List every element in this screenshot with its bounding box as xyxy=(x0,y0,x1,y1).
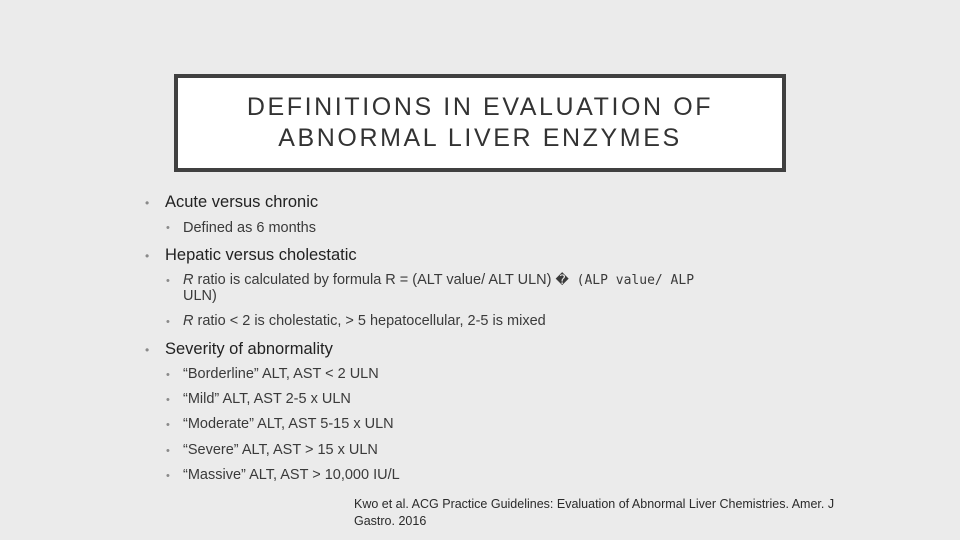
sub-bullet-dot: • xyxy=(166,275,170,287)
sub-bullet-severity-item: “Moderate” ALT, AST 5-15 x ULN xyxy=(183,416,394,432)
citation xyxy=(354,496,914,530)
bullet-dot: • xyxy=(145,249,150,263)
sub-bullet-r-ratio-interpretation xyxy=(183,313,546,329)
sub-bullet-r-ratio-formula-cont: ULN) xyxy=(183,288,217,304)
sub-bullet-dot: • xyxy=(166,470,170,482)
sub-bullet-r-ratio-formula xyxy=(183,272,694,288)
slide-title-line-1: DEFINITIONS IN EVALUATION OF xyxy=(246,93,714,121)
r-ratio-formula-text: ratio is calculated by formula R = (ALT value/ ALT ULN) xyxy=(193,272,556,288)
bullet-severity: Severity of abnormality xyxy=(165,340,333,358)
sub-bullet-defined-6-months: Defined as 6 months xyxy=(183,220,316,236)
bullet-acute-vs-chronic: Acute versus chronic xyxy=(165,193,319,211)
sub-bullet-dot: • xyxy=(166,369,170,381)
bullet-dot: • xyxy=(145,196,150,210)
citation-line-2: Gastro. 2016 xyxy=(354,514,427,528)
sub-bullet-severity-item: “Severe” ALT, AST > 15 x ULN xyxy=(183,442,378,458)
sub-bullet-severity-item: “Mild” ALT, AST 2-5 x ULN xyxy=(183,391,351,407)
sub-bullet-dot: • xyxy=(166,419,170,431)
citation-line-1: Kwo et al. ACG Practice Guidelines: Evaluation of Abnormal Liver Chemistries. Amer. J xyxy=(354,497,835,511)
sub-bullet-severity-item: “Borderline” ALT, AST < 2 ULN xyxy=(183,366,379,382)
bullet-dot: • xyxy=(145,343,150,357)
sub-bullet-dot: • xyxy=(166,316,170,328)
sub-bullet-dot: • xyxy=(166,445,170,457)
slide-title-line-2: ABNORMAL LIVER ENZYMES xyxy=(278,124,682,152)
r-ratio-interpretation-text: ratio < 2 is cholestatic, > 5 hepatocellular, 2-5 is mixed xyxy=(193,313,546,329)
sub-bullet-dot: • xyxy=(166,394,170,406)
bullet-hepatic-vs-cholestatic: Hepatic versus cholestatic xyxy=(165,246,357,264)
r-italic: R xyxy=(183,272,194,288)
missing-glyph-icon: � xyxy=(555,273,569,288)
r-italic: R xyxy=(183,313,194,329)
sub-bullet-dot: • xyxy=(166,222,170,234)
r-ratio-formula-alp: (ALP value/ ALP xyxy=(568,273,695,288)
sub-bullet-severity-item: “Massive” ALT, AST > 10,000 IU/L xyxy=(183,467,400,483)
